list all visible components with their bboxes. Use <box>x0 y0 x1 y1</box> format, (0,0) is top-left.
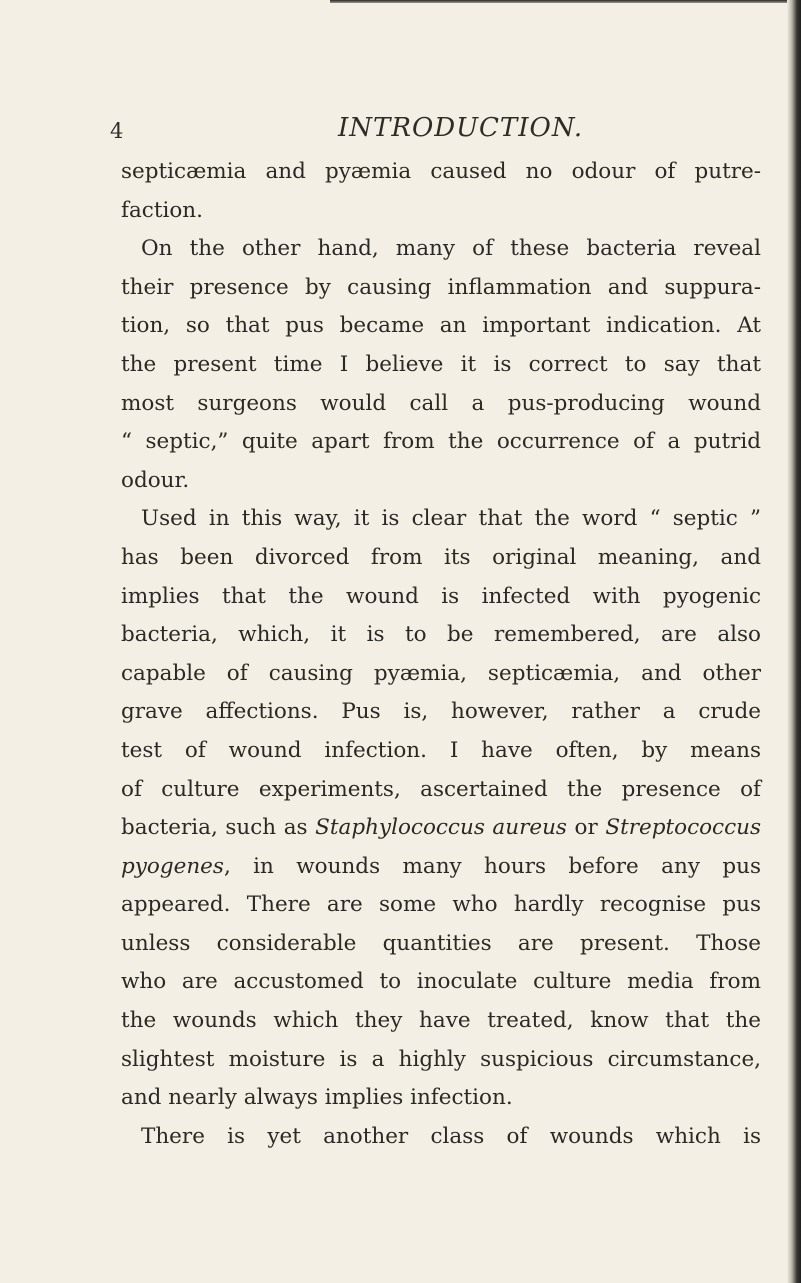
running-head: INTRODUCTION. <box>338 113 584 143</box>
body-text <box>121 153 761 1156</box>
text-run: bacteria, such as <box>121 815 316 841</box>
text-line: test of wound infection. I have often, by means <box>121 737 761 763</box>
text-line: bacteria, which, it is to be remembered, are also <box>121 622 761 648</box>
species-name-staphylococcus: Staphylococcus aureus <box>315 815 567 841</box>
text-line: implies that the wound is infected with pyogenic <box>121 583 761 609</box>
text-line: has been divorced from its original meaning, and <box>121 544 761 570</box>
page-number: 4 <box>110 119 124 143</box>
text-line: appeared. There are some who hardly recognise pus <box>121 892 761 918</box>
text-line: faction. <box>121 197 203 223</box>
text-line: who are accustomed to inoculate culture media from <box>121 969 761 995</box>
text-line: of culture experiments, ascertained the presence of <box>121 776 761 802</box>
text-line: There is yet another class of wounds which is <box>141 1123 761 1149</box>
text-line: odour. <box>121 467 190 493</box>
text-line: “ septic,” quite apart from the occurrence of a putrid <box>121 429 761 455</box>
text-line: the wounds which they have treated, know that the <box>121 1008 761 1034</box>
text-line: Used in this way, it is clear that the word “ septic ” <box>141 506 761 532</box>
page-right-edge-shadow <box>787 0 801 1283</box>
text-line: On the other hand, many of these bacteria reveal <box>141 236 761 262</box>
text-line-with-species <box>121 809 761 848</box>
page-top-edge-shadow <box>330 0 801 3</box>
text-line: capable of causing pyæmia, septicæmia, and other <box>121 660 761 686</box>
species-name-streptococcus: Streptococcus <box>605 815 762 841</box>
page-header <box>0 113 787 153</box>
text-line: their presence by causing inflammation and suppura- <box>121 274 761 300</box>
text-run: , in wounds many hours before any pus <box>223 853 761 879</box>
text-line: tion, so that pus became an important indication. At <box>121 313 761 339</box>
text-line: the present time I believe it is correct to say that <box>121 351 761 377</box>
text-run: or <box>566 815 606 841</box>
text-line: slightest moisture is a highly suspicious circumstance, <box>121 1046 761 1072</box>
text-line: grave affections. Pus is, however, rather a crude <box>121 699 761 725</box>
text-line: most surgeons would call a pus-producing wound <box>121 390 761 416</box>
species-name-pyogenes: pyogenes <box>121 853 224 879</box>
text-line: and nearly always implies infection. <box>121 1085 513 1111</box>
text-line-with-species <box>121 848 761 887</box>
text-line: septicæmia and pyæmia caused no odour of putre- <box>121 159 761 184</box>
text-line: unless considerable quantities are present. Those <box>121 930 761 956</box>
